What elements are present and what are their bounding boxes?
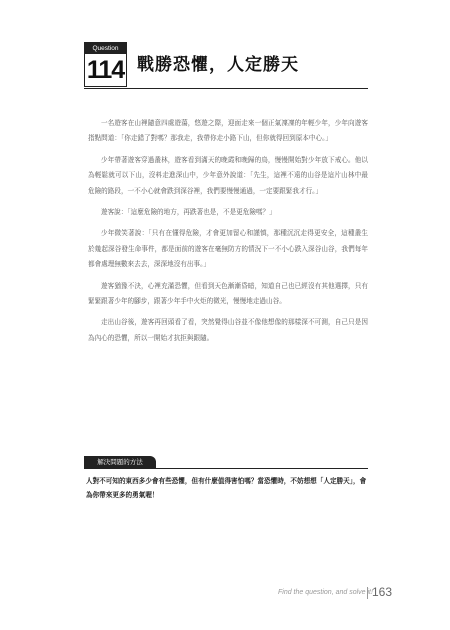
story-paragraph: 一名遊客在山裡隨意四處遊蕩，悠遊之際，迎面走來一個正氣凜凜的年輕少年，少年向遊客指點問道：「你走錯了對嗎？那我走，我帶你走小路下山，但你就得回到原本中心。」 [88, 119, 368, 143]
story-paragraph: 遊客說：「這麼危險的地方，再跌著也是，不是更危險嗎？」 [101, 208, 276, 217]
tip-heading-tab: 解決問題的方法 [84, 456, 156, 468]
footer-tagline: Find the question, and solve it! [278, 589, 373, 596]
story-body [88, 116, 368, 352]
story-paragraph: 少年帶著遊客穿過叢林，遊客看到滿天的晚霞和晚歸的鳥，慢慢開始對少年放下戒心。他以為輕鬆就可以下山，沒料走進深山中，少年意外說道：「先生，這裡不遠的山谷是這片山林中最危險的路段，一不小心就會跌到深谷裡，我們要慢慢通過，一定要跟緊我才行。」 [88, 155, 368, 195]
tip-divider [84, 468, 368, 469]
page-number: 163 [372, 585, 393, 599]
tip-text: 人對不可知的東西多少會有些恐懼，但有什麼值得害怕嗎？當恐懼時，不妨想想「人定勝天」，會為你帶來更多的勇氣喔！ [86, 477, 367, 499]
story-paragraph: 少年微笑著說：「只有在懂得危險，才會更加留心和謹慎，那種沉沉走得更安全，這種叢生於幾起深谷發生命事件，都是面前的遊客在毫無防方的情況下一不小心跌入深谷山谷，我們每年都會處理無數來去去，深深地沒有出事。」 [88, 229, 368, 269]
question-number: 114 [86, 56, 125, 84]
question-label: Question [85, 43, 126, 54]
page-title: 戰勝恐懼，人定勝天 [137, 55, 299, 75]
header-divider [84, 88, 368, 89]
story-paragraph: 走出山谷後，遊客再回頭看了看，突然覺得山谷並不像他想像的那樣深不可測，自己只是因為內心的恐懼，所以一開始才抗拒與跟隨。 [88, 318, 368, 342]
story-paragraph: 遊客猶豫不決，心裡充滿恐懼，但看到天色漸漸昏暗，知道自己也已經沒有其他選擇，只有緊緊跟著少年的腳步，跟著少年手中火炬的微光，慢慢地走過山谷。 [88, 281, 368, 306]
question-number-box [84, 42, 127, 87]
footer-divider [367, 587, 368, 599]
